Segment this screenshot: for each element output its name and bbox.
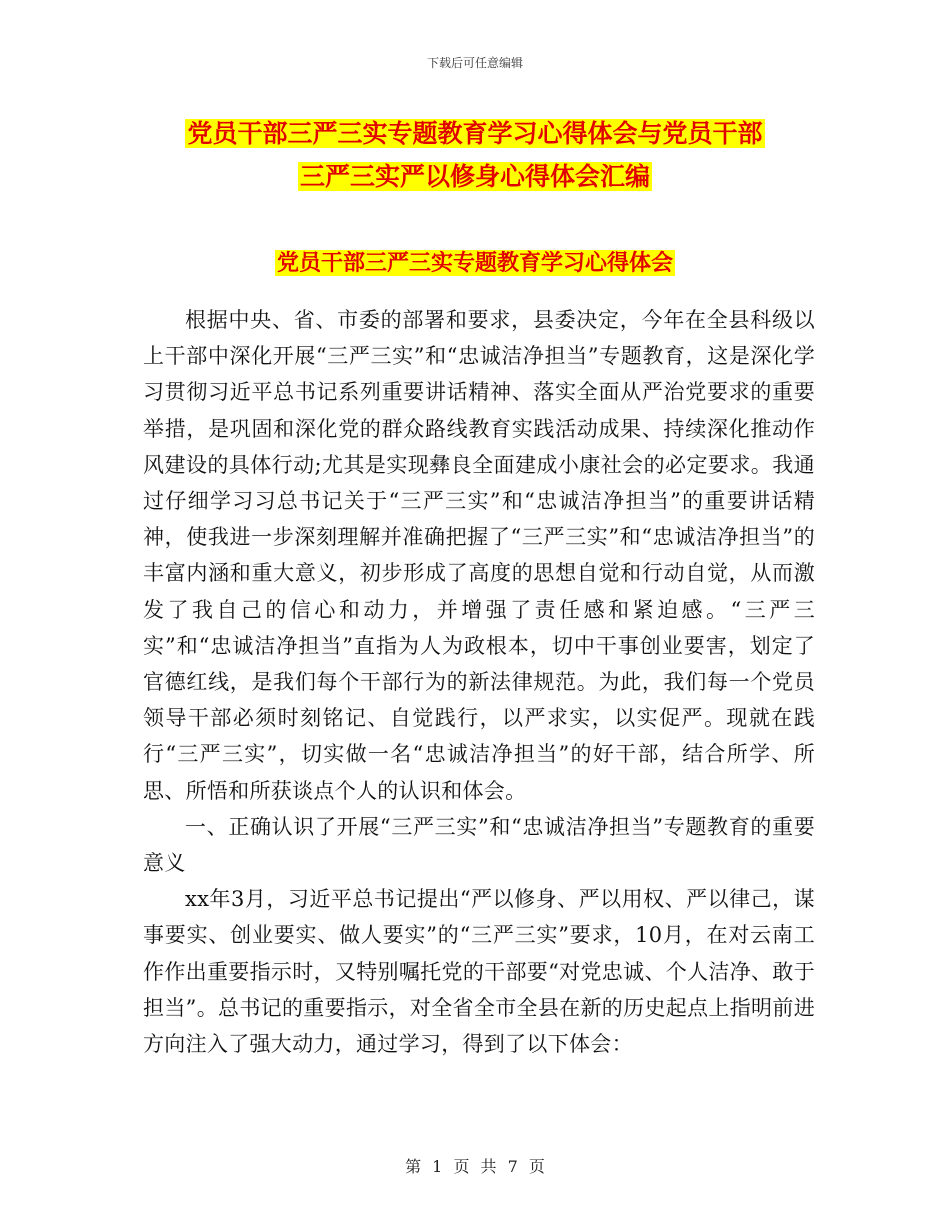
document-title-line-2: 三严三实严以修身心得体会汇编 — [299, 162, 650, 191]
page-footer: 第 1 页 共 7 页 — [405, 1157, 545, 1176]
page-header: 下载后可任意编辑 — [426, 56, 523, 70]
document-title-line-1: 党员干部三严三实专题教育学习心得体会与党员干部 — [187, 119, 763, 148]
document-title — [60, 112, 890, 198]
section-heading-text: 党员干部三严三实专题教育学习心得体会 — [276, 250, 673, 276]
document-body — [143, 302, 815, 1062]
section-heading — [60, 246, 890, 280]
paragraph: 根据中央、省、市委的部署和要求，县委决定，今年在全县科级以上干部中深化开展“三严三实”和“忠诚洁净担当”专题教育，这是深化学习贯彻习近平总书记系列重要讲话精神、落实全面从严治党要求的重要举措，是巩固和深化党的群众路线教育实践活动成果、持续深化推动作风建设的具体行动;尤其是实现彝良全面建成小康社会的必定要求。我通过仔细学习习总书记关于“三严三实”和“忠诚洁净担当”的重要讲话精神，使我进一步深刻理解并准确把握了“三严三实”和“忠诚洁净担当”的丰富内涵和重大意义，初步形成了高度的思想自觉和行动自觉，从而激发了我自己的信心和动力，并增强了责任感和紧迫感。“三严三实”和“忠诚洁净担当”直指为人为政根本，切中干事创业要害，划定了官德红线，是我们每个干部行为的新法律规范。为此，我们每一个党员领导干部必须时刻铭记、自觉践行，以严求实，以实促严。现就在践行“三严三实”，切实做一名“忠诚洁净担当”的好干部，结合所学、所思、所悟和所获谈点个人的认识和体会。 — [143, 308, 815, 803]
paragraph: xx年3月，习近平总书记提出“严以修身、严以用权、严以律己，谋事要实、创业要实、做人要实”的“三严三实”要求，10月，在对云南工作作出重要指示时，又特别嘱托党的干部要“对党忠诚、个人洁净、敢于担当”。总书记的重要指示，对全省全市全县在新的历史起点上指明前进方向注入了强大动力，通过学习，得到了以下体会： — [143, 887, 815, 1057]
paragraph: 一、正确认识了开展“三严三实”和“忠诚洁净担当”专题教育的重要意义 — [143, 814, 815, 876]
